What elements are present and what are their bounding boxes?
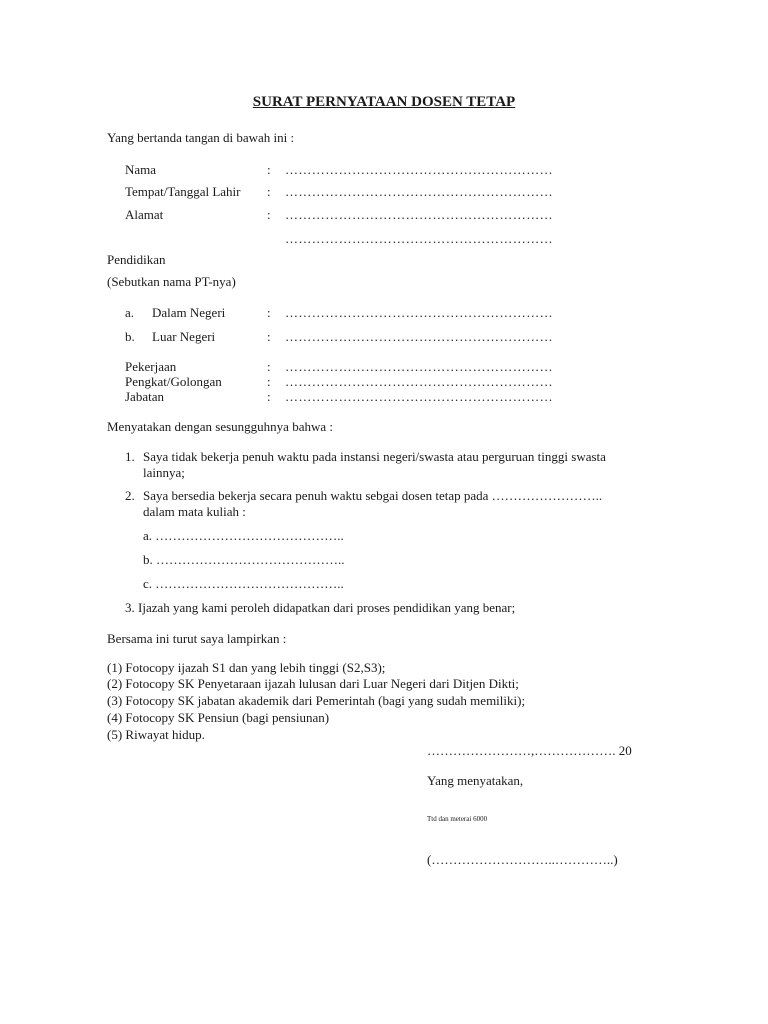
label-pangkat-golongan: Pengkat/Golongan [125,374,222,389]
label-tempat-tanggal-lahir: Tempat/Tanggal Lahir [125,184,241,199]
attachments-intro: Bersama ini turut saya lampirkan : [107,631,287,646]
statement-intro: Menyatakan dengan sesungguhnya bahwa : [107,419,333,434]
statement-2-text: Saya bersedia bekerja secara penuh waktu sebgai dosen tetap pada …………………….. [143,488,603,503]
label-pekerjaan: Pekerjaan [125,359,177,374]
course-line-c: c. …………………………………….. [143,576,344,591]
statement-3: 3. Ijazah yang kami peroleh didapatkan dari proses pendidikan yang benar; [125,600,516,615]
label-nama: Nama [125,162,157,177]
place-date-line: ……………………,………………. 20 [427,743,632,758]
attachment-item: (2) Fotocopy SK Penyetaraan ijazah lulusan dari Luar Negeri dari Ditjen Dikti; [107,676,519,691]
declarant-label: Yang menyatakan, [427,773,524,788]
label-dalam-negeri: Dalam Negeri [152,305,226,320]
attachment-item: (3) Fotocopy SK jabatan akademik dari Pemerintah (bagi yang sudah memiliki); [107,693,526,708]
colon: : [267,374,271,389]
signature-name-line: (………………………..…………..) [427,852,618,867]
fill-line-alamat: …………………………………………………… [285,207,553,222]
fill-line-jabatan: …………………………………………………… [285,389,553,404]
fill-line-alamat-2: …………………………………………………… [285,231,553,246]
fill-line-nama: …………………………………………………… [285,162,553,177]
fill-line-dalam-negeri: …………………………………………………… [285,305,553,320]
colon: : [267,162,271,177]
marker-b: b. [125,329,135,344]
label-luar-negeri: Luar Negeri [152,329,216,344]
pendidikan-heading: Pendidikan [107,252,166,267]
label-alamat: Alamat [125,207,164,222]
statement-1-number: 1. [125,449,135,464]
attachment-item: (4) Fotocopy SK Pensiun (bagi pensiunan) [107,710,330,725]
colon: : [267,184,271,199]
course-line-b: b. …………………………………….. [143,552,345,567]
statement-2-text-cont: dalam mata kuliah : [143,504,246,519]
intro-text: Yang bertanda tangan di bawah ini : [107,130,295,145]
fill-line-ttl: …………………………………………………… [285,184,553,199]
course-line-a: a. …………………………………….. [143,528,344,543]
attachment-item: (5) Riwayat hidup. [107,727,205,742]
fill-line-pangkat: …………………………………………………… [285,374,553,389]
colon: : [267,359,271,374]
label-jabatan: Jabatan [125,389,164,404]
colon: : [267,305,271,320]
marker-a: a. [125,305,135,320]
attachment-item: (1) Fotocopy ijazah S1 dan yang lebih tinggi (S2,S3); [107,660,386,675]
fill-line-luar-negeri: …………………………………………………… [285,329,553,344]
stamp-note: Ttd dan meterai 6000 [427,815,488,823]
fill-line-pekerjaan: …………………………………………………… [285,359,553,374]
statement-1-text-cont: lainnya; [143,465,185,480]
pendidikan-note: (Sebutkan nama PT-nya) [107,274,236,289]
colon: : [267,329,271,344]
colon: : [267,389,271,404]
statement-1-text: Saya tidak bekerja penuh waktu pada instansi negeri/swasta atau perguruan tinggi swasta [143,449,606,464]
colon: : [267,207,271,222]
statement-2-number: 2. [125,488,135,503]
page-title: SURAT PERNYATAAN DOSEN TETAP [252,94,516,110]
